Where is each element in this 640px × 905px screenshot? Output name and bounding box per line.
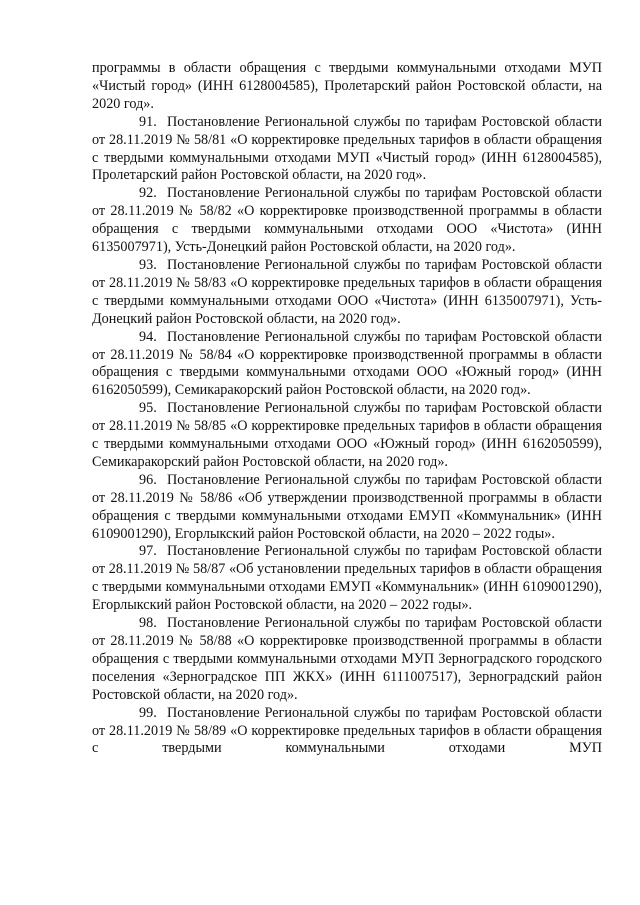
item-number: 97. xyxy=(139,543,157,560)
list-item xyxy=(92,615,602,705)
item-number: 95. xyxy=(139,400,157,417)
list-item xyxy=(92,543,602,615)
item-text: Постановление Региональной службы по тарифам Ростовской области от 28.11.2019 № 58/88 «О корректировке производственной программы в области обращения с твердыми коммунальными отходами МУП Зерноградского городского поселения «Зерноградское ПП ЖКХ» (ИНН 6111007517), Зерноградский район Ростовской области, на 2020 год». xyxy=(92,615,602,703)
item-number: 94. xyxy=(139,328,157,345)
list-item xyxy=(92,114,602,186)
item-text: Постановление Региональной службы по тарифам Ростовской области от 28.11.2019 № 58/86 «Об утверждении производственной программы в области обращения с твердыми коммунальными отходами ЕМУП «Коммунальник» (ИНН 6109001290), Егорлыкский район Ростовской области, на 2020 – 2022 годы». xyxy=(92,471,602,542)
document-page xyxy=(92,60,602,758)
item-number: 93. xyxy=(139,256,157,273)
item-text: Постановление Региональной службы по тарифам Ростовской области от 28.11.2019 № 58/89 «О корректировке предельных тарифов в области обращения с твердыми коммунальными отходами МУП xyxy=(92,704,602,757)
item-text: Постановление Региональной службы по тарифам Ростовской области от 28.11.2019 № 58/83 «О корректировке предельных тарифов в области обращения с твердыми коммунальными отходами ООО «Чистота» (ИНН 6135007971), Усть-Донецкий район Ростовской области, на 2020 год». xyxy=(92,256,602,327)
item-text: Постановление Региональной службы по тарифам Ростовской области от 28.11.2019 № 58/82 «О корректировке производственной программы в области обращения с твердыми коммунальными отходами ООО «Чистота» (ИНН 6135007971), Усть-Донецкий район Ростовской области, на 2020 год». xyxy=(92,185,602,256)
list-item xyxy=(92,185,602,257)
item-number: 96. xyxy=(139,471,157,488)
list-item xyxy=(92,705,602,759)
item-text: Постановление Региональной службы по тарифам Ростовской области от 28.11.2019 № 58/87 «Об установлении предельных тарифов в области обращения с твердыми коммунальными отходами ЕМУП «Коммунальник» (ИНН 6109001290), Егорлыкский район Ростовской области, на 2020 – 2022 годы». xyxy=(92,543,602,614)
list-item xyxy=(92,329,602,401)
list-item xyxy=(92,257,602,329)
item-text: Постановление Региональной службы по тарифам Ростовской области от 28.11.2019 № 58/84 «О корректировке производственной программы в области обращения с твердыми коммунальными отходами ООО «Южный город» (ИНН 6162050599), Семикаракорский район Ростовской области, на 2020 год». xyxy=(92,328,602,399)
item-text: Постановление Региональной службы по тарифам Ростовской области от 28.11.2019 № 58/81 «О корректировке предельных тарифов в области обращения с твердыми коммунальными отходами МУП «Чистый город» (ИНН 6128004585), Пролетарский район Ростовской области, на 2020 год». xyxy=(92,113,602,184)
item-text: Постановление Региональной службы по тарифам Ростовской области от 28.11.2019 № 58/85 «О корректировке предельных тарифов в области обращения с твердыми коммунальными отходами ООО «Южный город» (ИНН 6162050599), Семикаракорский район Ростовской области, на 2020 год». xyxy=(92,400,602,470)
item-number: 91. xyxy=(139,113,157,130)
item-number: 92. xyxy=(139,185,157,202)
list-item xyxy=(92,472,602,544)
continuation-paragraph: программы в области обращения с твердыми коммунальными отходами МУП «Чистый город» (ИНН 6128004585), Пролетарский район Ростовской области, на 2020 год». xyxy=(92,60,602,112)
item-number: 99. xyxy=(139,704,157,721)
item-number: 98. xyxy=(139,615,157,632)
list-item xyxy=(92,400,602,472)
